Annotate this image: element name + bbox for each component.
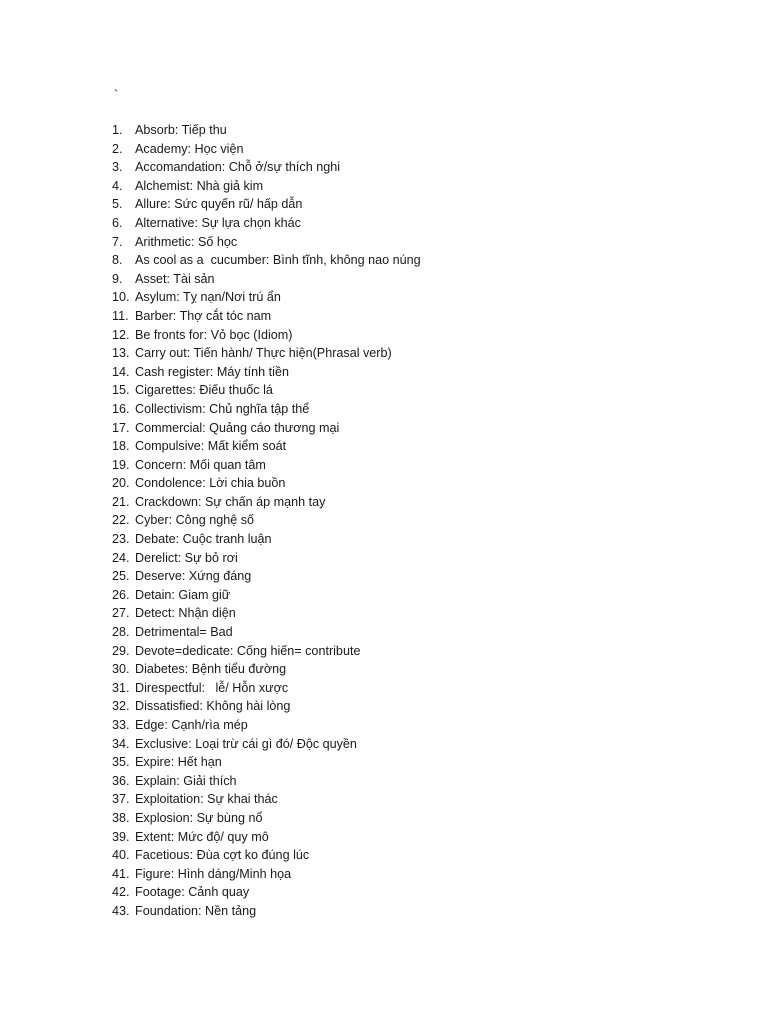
list-item-entry: Debate: Cuộc tranh luận <box>135 532 272 547</box>
list-item-entry: Allure: Sức quyến rũ/ hấp dẫn <box>135 197 303 212</box>
list-item-number: 43. <box>112 903 130 918</box>
list-item-entry: Explosion: Sự bùng nổ <box>135 810 263 825</box>
list-item-entry: Asylum: Tỵ nạn/Nơi trú ẩn <box>135 290 281 305</box>
list-item-number: 39. <box>112 829 130 844</box>
list-item-entry: Asset: Tài sản <box>135 271 215 286</box>
list-item-entry: Carry out: Tiến hành/ Thực hiện(Phrasal verb) <box>135 346 392 361</box>
list-item-entry: Alchemist: Nhà giả kim <box>135 178 264 193</box>
list-item-entry: Concern: Mối quan tâm <box>135 457 266 472</box>
list-item-entry: Facetious: Đùa cợt ko đúng lúc <box>135 848 310 863</box>
list-item-number: 20. <box>112 476 130 491</box>
list-item-entry: Be fronts for: Vỏ bọc (Idiom) <box>135 327 293 342</box>
list-item-number: 42. <box>112 885 130 900</box>
list-item-number: 32. <box>112 699 130 714</box>
list-item-number: 29. <box>112 643 130 658</box>
list-item-entry: Condolence: Lời chia buồn <box>135 476 286 491</box>
list-item-number: 14. <box>112 364 130 379</box>
list-item-entry: Derelict: Sự bỏ rơi <box>135 550 238 565</box>
list-item-entry: Academy: Học viện <box>135 141 244 156</box>
list-item-entry: Detain: Giam giữ <box>135 587 231 602</box>
list-item-number: 3. <box>112 160 123 175</box>
list-item-entry: Detrimental= Bad <box>135 625 233 640</box>
list-item-number: 22. <box>112 513 130 528</box>
list-item-number: 30. <box>112 662 130 677</box>
list-item-entry: Direspectful: lễ/ Hỗn xược <box>135 680 289 695</box>
list-item-entry: Edge: Cạnh/rìa mép <box>135 718 248 732</box>
list-item-entry: Accomandation: Chỗ ở/sự thích nghi <box>135 160 341 175</box>
list-item-number: 25. <box>112 569 130 584</box>
list-item-number: 36. <box>112 773 130 788</box>
list-item-number: 1. <box>112 123 123 137</box>
list-item-number: 8. <box>112 253 123 268</box>
stray-backtick-mark: ` <box>114 87 119 102</box>
list-item-number: 31. <box>112 680 130 695</box>
list-item-entry: Figure: Hình dáng/Minh họa <box>135 866 292 881</box>
list-item-number: 34. <box>112 736 130 751</box>
list-item-number: 26. <box>112 587 130 602</box>
list-item-entry: Expire: Hết hạn <box>135 755 222 770</box>
list-item-entry: Crackdown: Sự chấn áp mạnh tay <box>135 494 326 509</box>
list-item-number: 7. <box>112 234 123 249</box>
list-item-entry: Exclusive: Loại trừ cái gì đó/ Độc quyền <box>135 736 357 751</box>
list-item-entry: Extent: Mức độ/ quy mô <box>135 829 269 844</box>
list-item-number: 19. <box>112 457 130 472</box>
list-item-entry: Barber: Thợ cắt tóc nam <box>135 308 272 323</box>
list-item-entry: Collectivism: Chủ nghĩa tập thể <box>135 401 310 416</box>
list-item-entry: Detect: Nhận diện <box>135 606 236 621</box>
list-item-entry: Diabetes: Bệnh tiểu đường <box>135 662 287 677</box>
list-item-number: 2. <box>112 141 123 156</box>
list-item-number: 21. <box>112 494 130 509</box>
list-item-entry: Arithmetic: Số học <box>135 234 238 249</box>
list-item-number: 11. <box>112 308 129 323</box>
list-item-number: 9. <box>112 271 123 286</box>
list-item-number: 13. <box>112 346 130 361</box>
list-item-entry: Compulsive: Mất kiểm soát <box>135 439 287 454</box>
list-item-number: 38. <box>112 810 130 825</box>
list-item-number: 41. <box>112 866 130 881</box>
list-item-entry: Deserve: Xứng đáng <box>135 569 252 584</box>
list-item-number: 5. <box>112 197 123 212</box>
list-item-number: 16. <box>112 401 130 416</box>
list-item-entry: Exploitation: Sự khai thác <box>135 792 278 807</box>
list-item-number: 40. <box>112 848 130 863</box>
list-item-number: 18. <box>112 439 130 454</box>
list-item-entry: Footage: Cảnh quay <box>135 885 250 900</box>
list-item-entry: Cigarettes: Điếu thuốc lá <box>135 383 273 398</box>
list-item-number: 10. <box>112 290 130 305</box>
list-item-entry: Dissatisfied: Không hài lòng <box>135 699 291 714</box>
list-item-entry: Alternative: Sự lựa chọn khác <box>135 215 301 230</box>
list-item-number: 27. <box>112 606 130 621</box>
list-item-entry: Cash register: Máy tính tiền <box>135 364 289 379</box>
list-item-number: 33. <box>112 718 130 732</box>
list-item-entry: Devote=dedicate: Cống hiến= contribute <box>135 643 361 658</box>
list-item-entry: Foundation: Nền tảng <box>135 903 257 918</box>
list-item-number: 35. <box>112 755 130 770</box>
list-item-entry: Commercial: Quảng cáo thương mại <box>135 420 340 435</box>
list-item-number: 28. <box>112 625 130 640</box>
list-item-number: 12. <box>112 327 130 342</box>
list-item-number: 37. <box>112 792 130 807</box>
list-item-number: 24. <box>112 550 130 565</box>
list-item-entry: As cool as a cucumber: Bình tĩnh, không nao núng <box>135 253 421 268</box>
list-item-number: 15. <box>112 383 130 398</box>
list-item-entry: Absorb: Tiếp thu <box>135 123 227 137</box>
list-item-number: 17. <box>112 420 130 435</box>
list-item-entry: Cyber: Công nghệ số <box>135 513 255 528</box>
list-item-number: 6. <box>112 215 123 230</box>
list-item-entry: Explain: Giải thích <box>135 773 237 788</box>
list-item-number: 23. <box>112 532 130 547</box>
list-item-number: 4. <box>112 178 123 193</box>
